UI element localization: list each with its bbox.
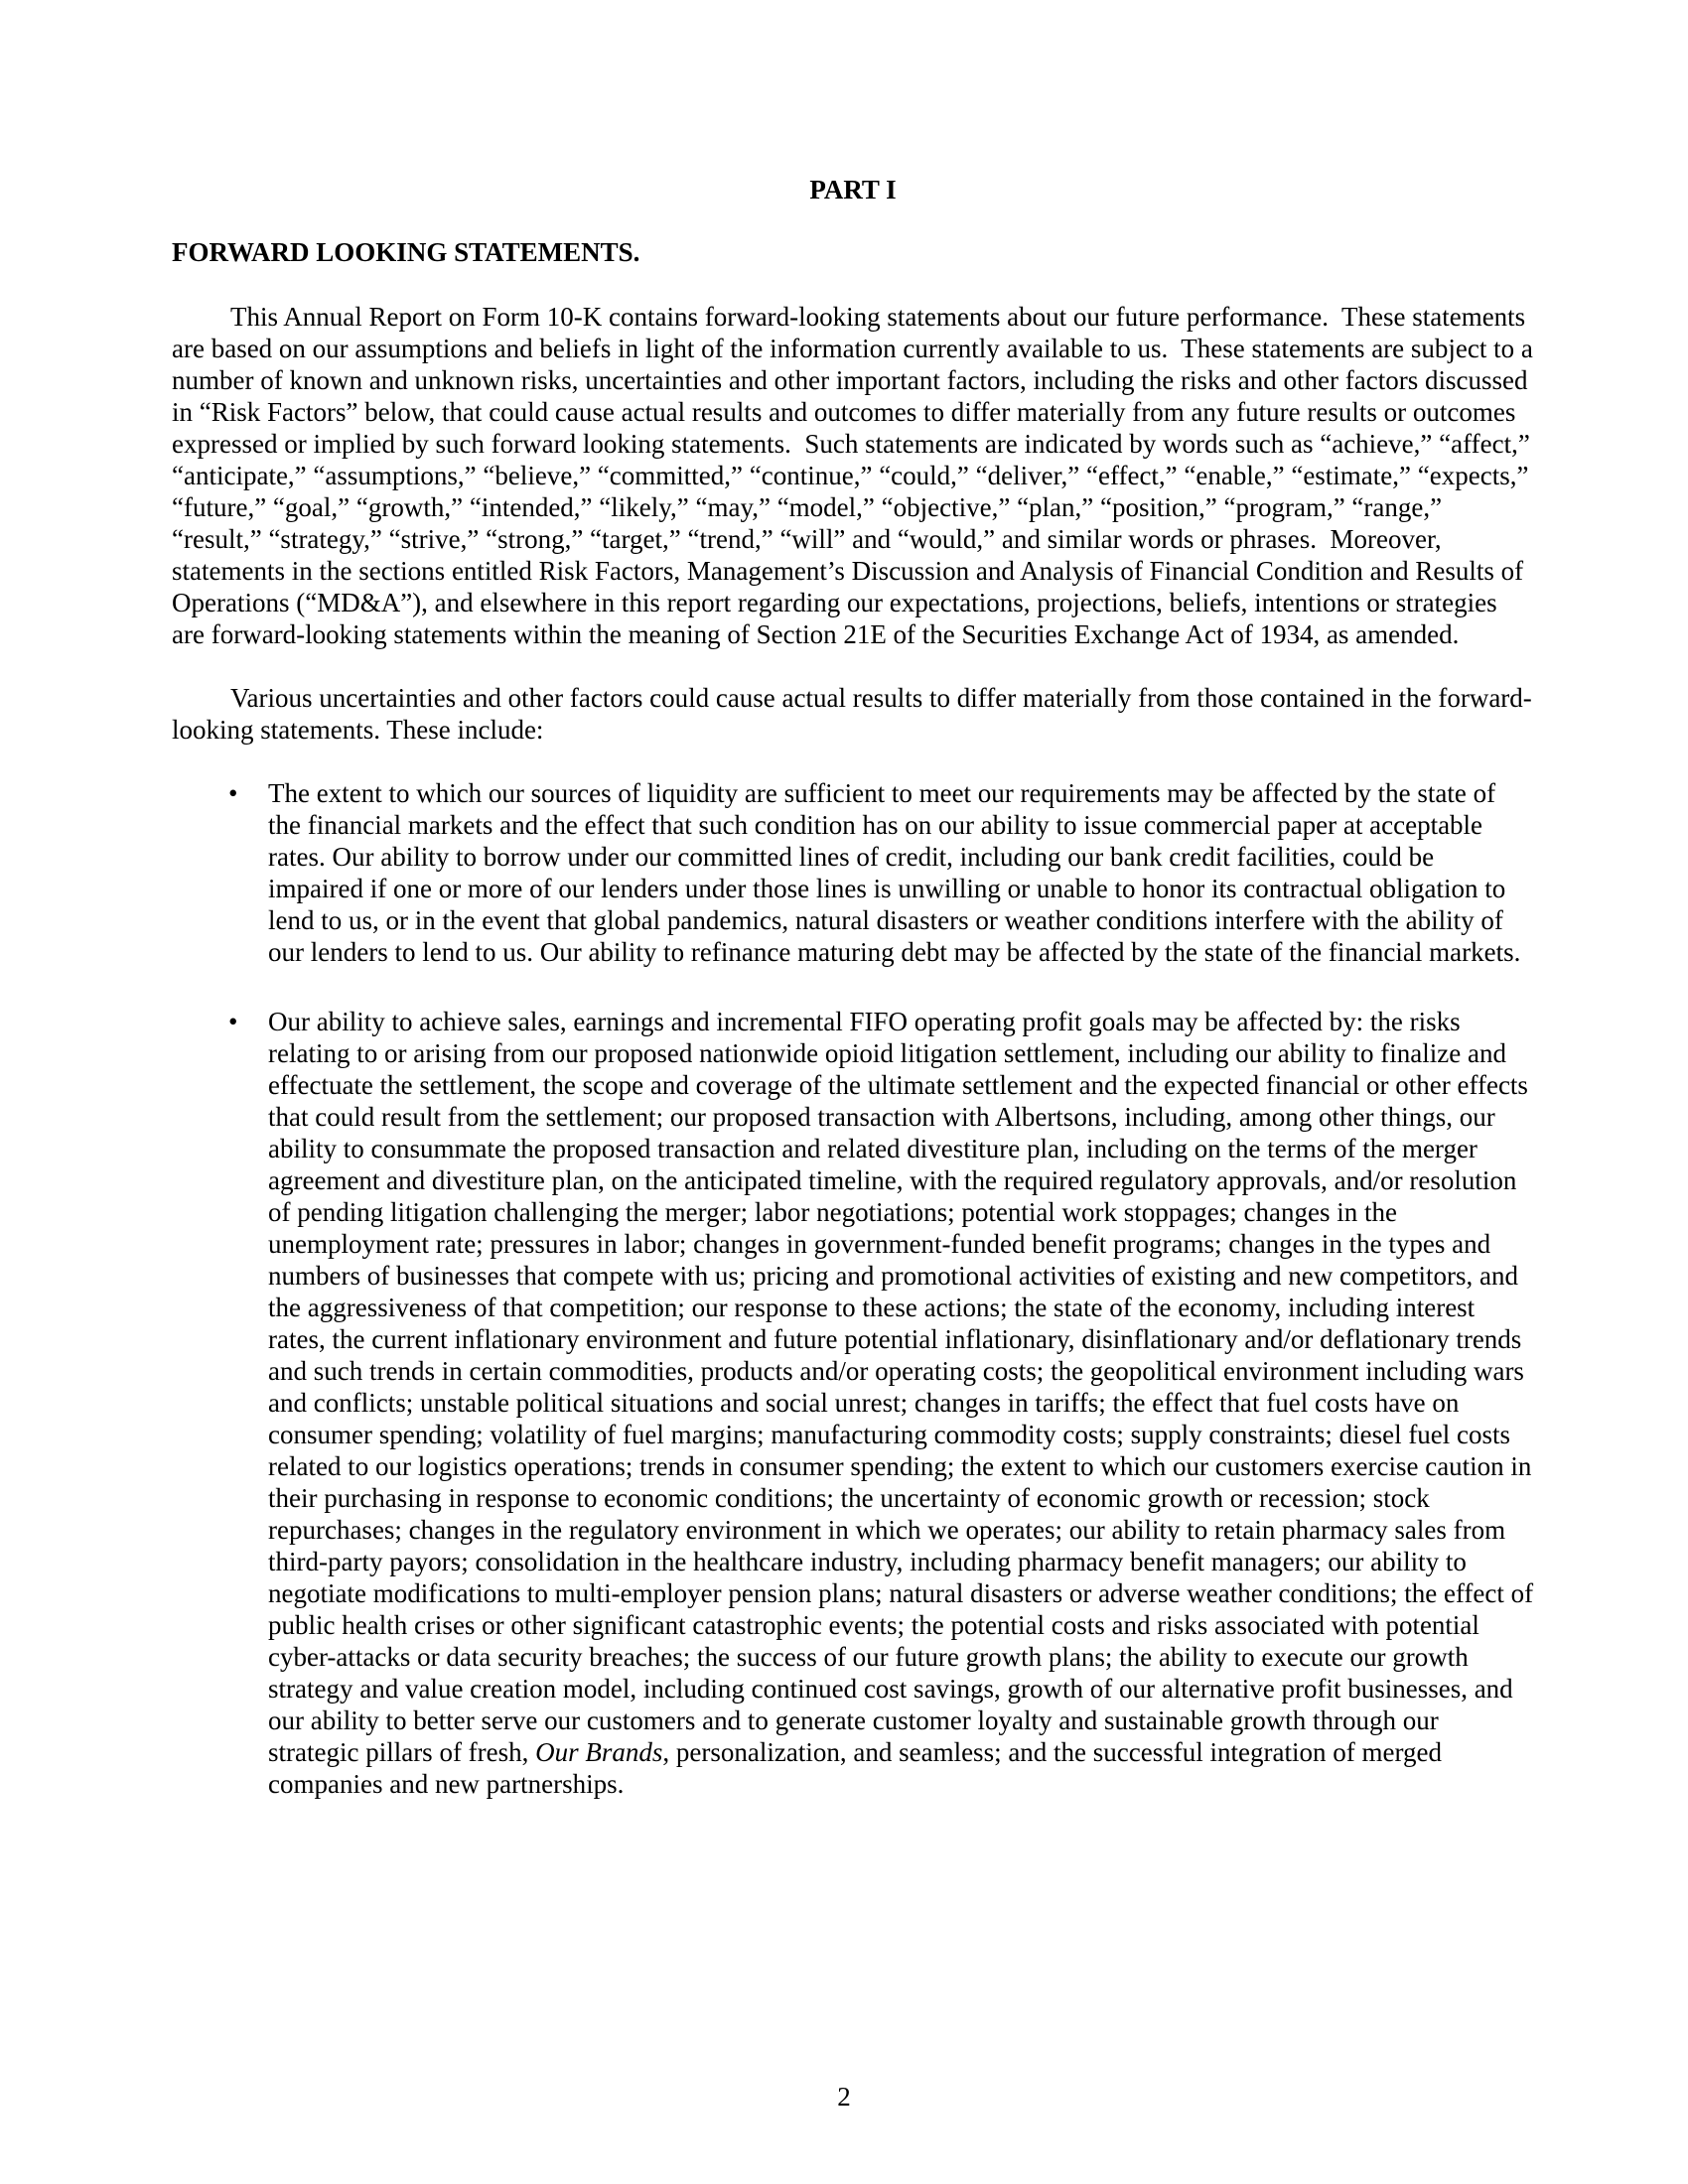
bullet-icon: • xyxy=(228,778,238,808)
bullet-text-segment: , personalization, and seamless; and the successful integration of merged companies and new partnerships. xyxy=(268,1737,1449,1799)
part-title: PART I xyxy=(809,175,897,205)
section-heading: FORWARD LOOKING STATEMENTS. xyxy=(172,237,640,267)
page-number: 2 xyxy=(837,2082,851,2112)
bullet-text-sales-goals xyxy=(268,1007,1540,1799)
bullet-icon: • xyxy=(228,1007,238,1036)
paragraph-forward-looking-intro: This Annual Report on Form 10-K contains forward-looking statements about our future performance. These statements are based on our assumptions and beliefs in light of the information currently available to us. These statements are subject to a number of known and unknown risks, uncertainties and other important factors, including the risks and other factors discussed in “Risk Factors” below, that could cause actual results and outcomes to differ materially from any future results or outcomes expressed or implied by such forward looking statements. Such statements are indicated by words such as “achieve,” “affect,” “anticipate,” “assumptions,” “believe,” “committed,” “continue,” “could,” “deliver,” “effect,” “enable,” “estimate,” “expects,” “future,” “goal,” “growth,” “intended,” “likely,” “may,” “model,” “objective,” “plan,” “position,” “program,” “range,” “result,” “strategy,” “strive,” “strong,” “target,” “trend,” “will” and “would,” and similar words or phrases. Moreover, statements in the sections entitled Risk Factors, Management’s Discussion and Analysis of Financial Condition and Results of Operations (“MD&A”), and elsewhere in this report regarding our expectations, projections, beliefs, intentions or strategies are forward-looking statements within the meaning of Section 21E of the Securities Exchange Act of 1934, as amended. xyxy=(172,302,1540,649)
bullet-text-italic-our-brands: Our Brands xyxy=(535,1737,663,1767)
bullet-text-liquidity: The extent to which our sources of liquidity are sufficient to meet our requirements may be affected by the state of the financial markets and the effect that such condition has on our ability to issue commercial paper at acceptable rates. Our ability to borrow under our committed lines of credit, including our bank credit facilities, could be impaired if one or more of our lenders under those lines is unwilling or unable to honor its contractual obligation to lend to us, or in the event that global pandemics, natural disasters or weather conditions interfere with the ability of our lenders to lend to us. Our ability to refinance maturing debt may be affected by the state of the financial markets. xyxy=(268,778,1521,967)
bullet-text-segment: Our ability to achieve sales, earnings and incremental FIFO operating profit goals may be affected by: the risks relating to or arising from our proposed nationwide opioid litigation settlement, including our ability to finalize and effectuate the settlement, the scope and coverage of the ultimate settlement and the expected financial or other effects that could result from the settlement; our proposed transaction with Albertsons, including, among other things, our ability to consummate the proposed transaction and related divestiture plan, including on the terms of the merger agreement and divestiture plan, on the anticipated timeline, with the required regulatory approvals, and/or resolution of pending litigation challenging the merger; labor negotiations; potential work stoppages; changes in the unemployment rate; pressures in labor; changes in government-funded benefit programs; changes in the types and numbers of businesses that compete with us; pricing and promotional activities of existing and new competitors, and the aggressiveness of that competition; our response to these actions; the state of the economy, including interest rates, the current inflationary environment and future potential inflationary, disinflationary and/or deflationary trends and such trends in certain commodities, products and/or operating costs; the geopolitical environment including wars and conflicts; unstable political situations and social unrest; changes in tariffs; the effect that fuel costs have on consumer spending; volatility of fuel margins; manufacturing commodity costs; supply constraints; diesel fuel costs related to our logistics operations; trends in consumer spending; the extent to which our customers exercise caution in their purchasing in response to economic conditions; the uncertainty of economic growth or recession; stock repurchases; changes in the regulatory environment in which we operates; our ability to retain pharmacy sales from third-party payors; consolidation in the healthcare industry, including pharmacy benefit managers; our ability to negotiate modifications to multi-employer pension plans; natural disasters or adverse weather conditions; the effect of public health crises or other significant catastrophic events; the potential costs and risks associated with potential cyber-attacks or data security breaches; the success of our future growth plans; the ability to execute our growth strategy and value creation model, including continued cost savings, growth of our alternative profit businesses, and our ability to better serve our customers and to generate customer loyalty and sustainable growth through our strategic pillars of fresh, xyxy=(268,1007,1540,1767)
risk-factors-list xyxy=(172,777,1540,1800)
list-item-sales-goals xyxy=(172,1006,1540,1800)
paragraph-uncertainties-lead: Various uncertainties and other factors could cause actual results to differ materially from those contained in the forward-looking statements. These include: xyxy=(172,683,1532,745)
document-page-content xyxy=(172,174,1540,1838)
list-item-liquidity xyxy=(172,777,1534,968)
